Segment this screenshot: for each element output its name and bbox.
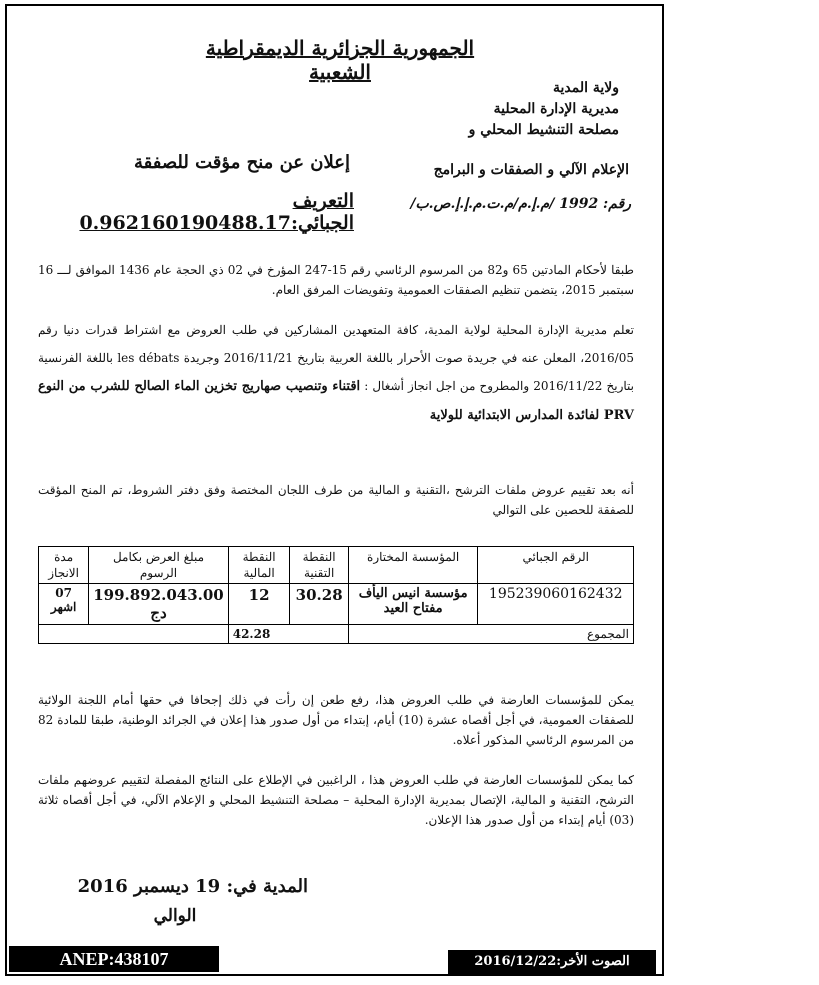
wilaya-line: ولاية المدية xyxy=(552,80,619,96)
cell-fin-score: 12 xyxy=(228,584,290,625)
total-empty xyxy=(39,625,229,644)
header-tech-score: النقطة التقنية xyxy=(290,547,348,584)
table-header-row xyxy=(39,547,634,584)
cell-duration: 07 اشهر xyxy=(39,584,89,625)
total-value: 42.28 xyxy=(228,625,348,644)
header-fin-score: النقطة المالية xyxy=(228,547,290,584)
cell-nif: 195239060162432 xyxy=(478,584,634,625)
fiscal-id: التعريف الجبائي:0.962160190488.17 xyxy=(79,190,354,234)
paragraph-results: كما يمكن للمؤسسات العارضة في طلب العروض هذا ، الراغبين في الإطلاع على النتائج المفصلة لتقييم عروضهم ملفات الترشح، التقنية و المالية، الإتصال بمديرية الإدارة المحلية – مصلحة التنشيط المحلي و الإعلام الآلي، في أجل أقصاه ثلاثة (03) أيام إبتداء من أول صدور هذا الإعلان. xyxy=(38,773,634,827)
paragraph-appeal: يمكن للمؤسسات العارضة في طلب العروض هذا، رفع طعن إن رأت في ذلك إجحافا في حقها أمام اللجنة الولائية للصفقات العمومية، في أجل أقصاه عشرة (10) أيام، إبتداء من أول صدور هذا إعلان في الجرائد الوطنية، طبقا للمادة 82 من المرسوم الرئاسي المذكور أعلاه. xyxy=(38,693,634,747)
reference-number: رقم: 1992 /م.إ.م/م.ت.م.إ.إ.ص.ب/ xyxy=(410,196,631,212)
tender-object: اقتناء وتنصيب صهاريج تخزين الماء الصالح للشرب من النوع PRV لفائدة المدارس الابتدائية للولاية xyxy=(38,379,634,423)
header-nif: الرقم الجبائي xyxy=(478,547,634,584)
anep-badge: ANEP:438107 xyxy=(9,946,219,972)
award-table xyxy=(38,546,634,644)
table-row xyxy=(39,584,634,625)
republic-title: الجمهورية الجزائرية الديمقراطية الشعبية xyxy=(205,36,475,84)
signature-wali: الوالي xyxy=(153,906,197,926)
header-company: المؤسسة المختارة xyxy=(348,547,478,584)
paragraph-evaluation: أنه بعد تقييم عروض ملفات الترشح ،التقنية و المالية من طرف اللجان المختصة وفق دفتر الشروط، تم المنح المؤقت للصفقة للحصين على التوالي xyxy=(38,483,634,517)
cell-amount: 199.892.043.00 دج xyxy=(89,584,228,625)
tender-info-text: تعلم مديرية الإدارة المحلية لولاية المدية، كافة المتعهدين المشاركين في طلب العروض مع اشتراط قدرات دنيا رقم 2016/05، المعلن عنه في جريدة صوت الأحرار باللغة العربية بتاريخ 2016/11/21 وجريدة les débats باللغة الفرنسية بتاريخ 2016/11/22 والمطروح من اجل انجاز أشغال : xyxy=(38,323,635,393)
table-total-row xyxy=(39,625,634,644)
header-duration: مدة الانجاز xyxy=(39,547,89,584)
header-amount: مبلغ العرض بكامل الرسوم xyxy=(89,547,228,584)
announcement-title: إعلان عن منح مؤقت للصفقة xyxy=(133,152,350,173)
cell-company: مؤسسة انيس اليأف مفتاح العيد xyxy=(348,584,478,625)
paragraph-tender-info xyxy=(38,316,634,430)
place-date: المدية في: 19 ديسمبر 2016 xyxy=(77,876,308,897)
service-line-2: الإعلام الآلي و الصفقات و البرامج xyxy=(433,162,629,178)
cell-tech-score: 30.28 xyxy=(290,584,348,625)
paragraph-legal-basis: طبقا لأحكام المادتين 65 و82 من المرسوم الرئاسي رقم 15-247 المؤرخ في 02 ذي الحجة عام 1436 الموافق لـــ 16 سبتمبر 2015، يتضمن تنظيم الصفقات العمومية وتفويضات المرفق العام. xyxy=(38,263,634,297)
service-line-1: مصلحة التنشيط المحلي و xyxy=(468,122,619,138)
directorate-line: مديرية الإدارة المحلية xyxy=(493,101,619,117)
total-label: المجموع xyxy=(348,625,633,644)
newspaper-date-badge: الصوت الأخر:2016/12/22 xyxy=(448,950,656,974)
